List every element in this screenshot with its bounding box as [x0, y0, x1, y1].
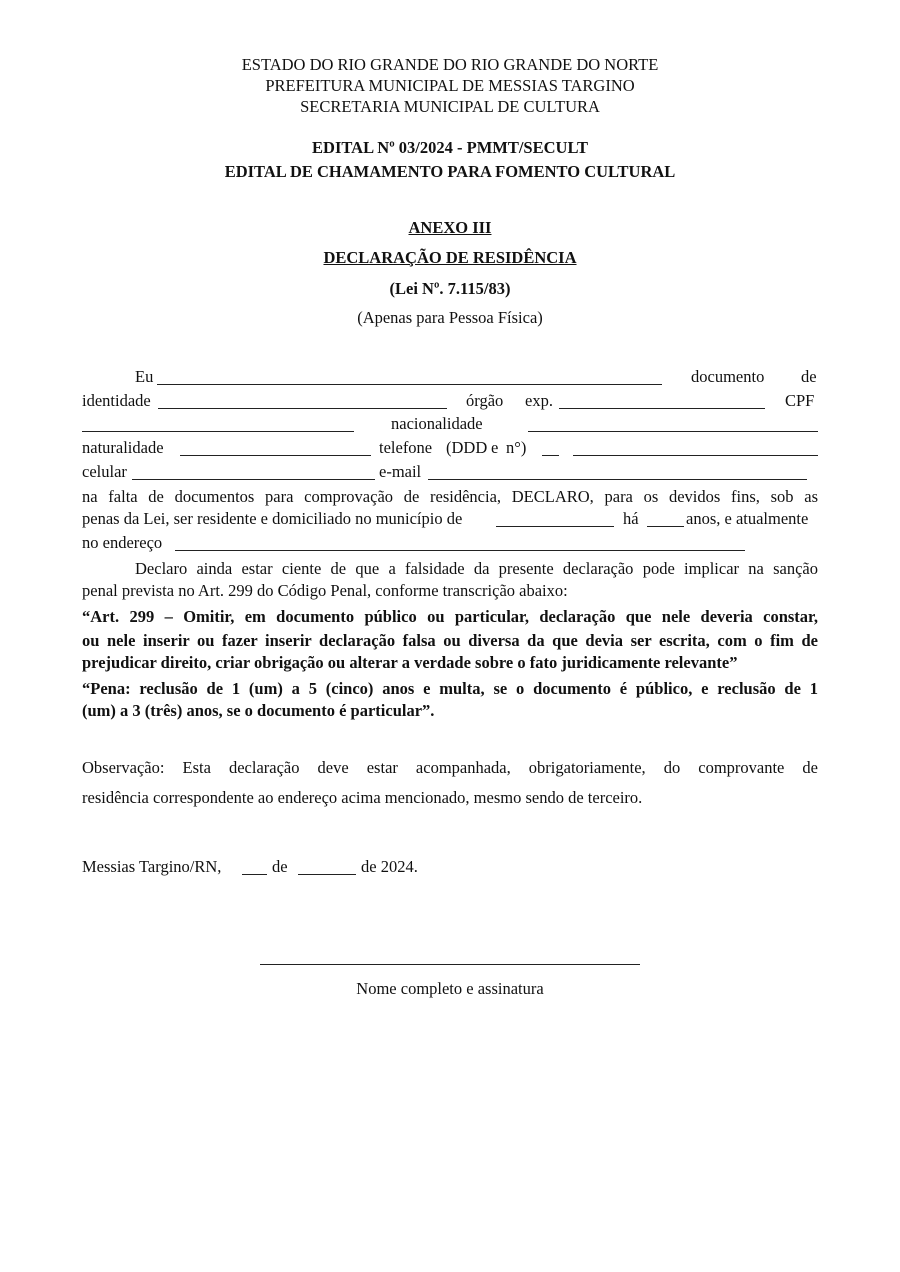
declaration-municipality-text: penas da Lei, ser residente e domiciliado no município de	[82, 509, 463, 528]
label-nacionalidade: nacionalidade	[391, 414, 483, 433]
form-row-identity	[82, 391, 818, 413]
label-identidade: identidade	[82, 391, 151, 410]
form-row-nationality	[82, 414, 818, 436]
name-field[interactable]	[157, 384, 662, 385]
issuing-agency-field[interactable]	[559, 408, 765, 409]
article-line-2: ou nele inserir ou fazer inserir declaração falsa ou diversa da que devia ser escrita, com o fim de	[82, 631, 818, 650]
article-line-1: “Art. 299 – Omitir, em documento público ou particular, declaração que nele deveria constar,	[82, 607, 818, 626]
form-row-birthplace	[82, 438, 818, 460]
month-field[interactable]	[298, 874, 356, 875]
label-e: e	[491, 438, 499, 457]
declaration-line-1: na falta de documentos para comprovação de residência, DECLARO, para os devidos fins, sob as	[82, 487, 818, 506]
header-state: ESTADO DO RIO GRANDE DO RIO GRANDE DO NORTE	[241, 55, 659, 74]
day-field[interactable]	[242, 874, 267, 875]
article-line-3: prejudicar direito, criar obrigação ou alterar a verdade sobre o fato juridicamente relevante”	[82, 653, 738, 672]
date-year: de 2024.	[361, 857, 418, 876]
awareness-line-1: Declaro ainda estar ciente de que a falsidade da presente declaração pode implicar na sanção	[135, 559, 818, 578]
label-telefone: telefone	[379, 438, 433, 457]
label-naturalidade: naturalidade	[82, 438, 164, 457]
header-secretariat: SECRETARIA MUNICIPAL DE CULTURA	[300, 97, 600, 116]
label-ha: há	[623, 509, 639, 528]
annex-subtitle: DECLARAÇÃO DE RESIDÊNCIA	[323, 248, 577, 267]
birthplace-field[interactable]	[180, 455, 371, 456]
email-field[interactable]	[428, 479, 807, 480]
label-ddd: (DDD	[446, 438, 488, 457]
date-line	[82, 857, 818, 879]
edital-number: EDITAL Nº 03/2024 - PMMT/SECULT	[312, 138, 588, 157]
annex-title: ANEXO III	[408, 218, 492, 237]
identity-field[interactable]	[158, 408, 447, 409]
date-city: Messias Targino/RN,	[82, 857, 222, 876]
declaration-line-3	[82, 533, 818, 555]
phone-field[interactable]	[573, 455, 818, 456]
annex-law: (Lei Nº. 7.115/83)	[389, 279, 511, 298]
header-prefecture: PREFEITURA MUNICIPAL DE MESSIAS TARGINO	[265, 76, 635, 95]
date-de: de	[272, 857, 288, 876]
edital-title: EDITAL DE CHAMAMENTO PARA FOMENTO CULTURAL	[224, 162, 676, 181]
label-celular: celular	[82, 462, 127, 481]
signature-line[interactable]	[260, 964, 640, 965]
label-n: n°)	[506, 438, 527, 457]
label-cpf: CPF	[785, 391, 815, 410]
label-documento: documento	[691, 367, 765, 386]
penalty-line-2: (um) a 3 (três) anos, se o documento é particular”.	[82, 701, 435, 720]
years-field[interactable]	[647, 526, 684, 527]
ddd-field[interactable]	[542, 455, 559, 456]
cpf-field[interactable]	[82, 431, 354, 432]
address-field[interactable]	[175, 550, 745, 551]
label-endereco: no endereço	[82, 533, 163, 552]
awareness-line-2: penal prevista no Art. 299 do Código Penal, conforme transcrição abaixo:	[82, 581, 568, 600]
nationality-field[interactable]	[528, 431, 818, 432]
penalty-line-1: “Pena: reclusão de 1 (um) a 5 (cinco) anos e multa, se o documento é público, e reclusão de 1	[82, 679, 818, 698]
label-email: e-mail	[379, 462, 422, 481]
label-orgao: órgão	[466, 391, 504, 410]
label-anos: anos, e atualmente	[686, 509, 809, 528]
signature-label: Nome completo e assinatura	[356, 979, 544, 998]
label-de: de	[801, 367, 817, 386]
label-exp: exp.	[525, 391, 553, 410]
form-row-contact	[82, 462, 818, 484]
label-eu: Eu	[135, 367, 154, 386]
cellphone-field[interactable]	[132, 479, 375, 480]
municipality-field[interactable]	[496, 526, 614, 527]
declaration-line-2	[82, 509, 818, 531]
observation-line-2: residência correspondente ao endereço acima mencionado, mesmo sendo de terceiro.	[82, 788, 643, 807]
observation-line-1: Observação: Esta declaração deve estar acompanhada, obrigatoriamente, do comprovante de	[82, 758, 818, 777]
annex-scope: (Apenas para Pessoa Física)	[357, 308, 543, 327]
form-row-name	[82, 367, 818, 389]
